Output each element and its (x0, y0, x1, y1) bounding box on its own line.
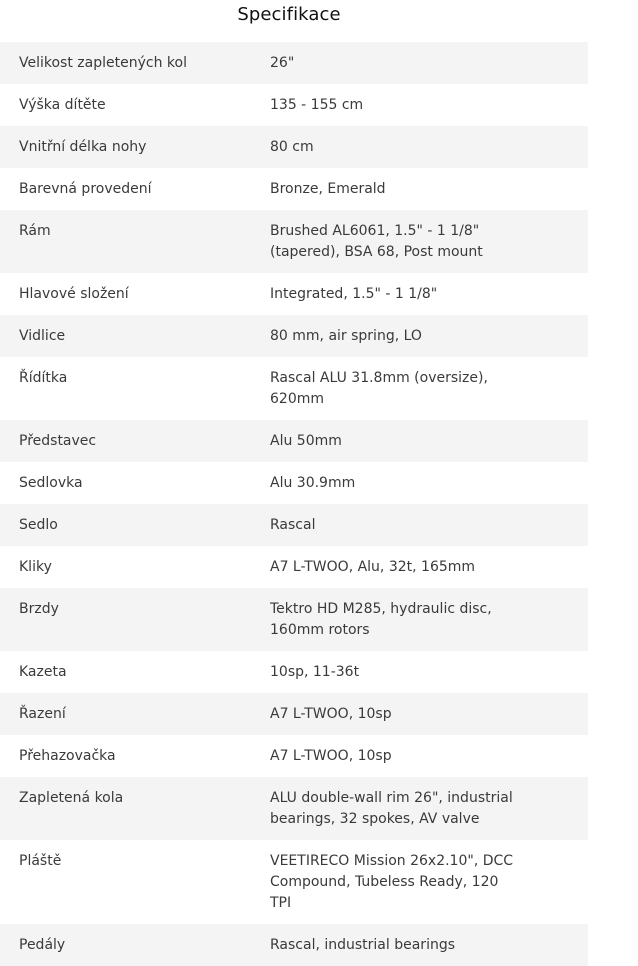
spec-row (0, 168, 588, 210)
spec-value: Alu 50mm (270, 433, 342, 449)
spec-value: Rascal (270, 517, 316, 533)
spec-row (0, 420, 588, 462)
spec-value: Rascal, industrial bearings (270, 937, 456, 953)
spec-label: Pedály (19, 937, 66, 953)
spec-value: 135 - 155 cm (270, 97, 364, 113)
spec-row (0, 735, 588, 777)
spec-row (0, 693, 588, 735)
spec-row (0, 504, 588, 546)
spec-value: Alu 30.9mm (270, 475, 356, 491)
spec-label: Hlavové složení (19, 286, 129, 302)
spec-row (0, 42, 588, 84)
spec-row (0, 588, 588, 651)
spec-label: Pláště (19, 853, 62, 869)
spec-label: Brzdy (19, 601, 59, 617)
spec-row (0, 462, 588, 504)
spec-label: Velikost zapletených kol (19, 55, 187, 71)
spec-value: 10sp, 11-36t (270, 664, 360, 680)
spec-row (0, 357, 588, 420)
spec-row (0, 840, 588, 924)
spec-label: Výška dítěte (19, 97, 106, 113)
spec-value: 80 cm (270, 139, 314, 155)
spec-row (0, 777, 588, 840)
spec-value: 26" (270, 55, 295, 71)
spec-value: A7 L-TWOO, 10sp (270, 748, 392, 764)
spec-row (0, 546, 588, 588)
spec-value: Tektro HD M285, hydraulic disc, 160mm rotors (270, 601, 492, 638)
spec-row (0, 84, 588, 126)
spec-row (0, 210, 588, 273)
spec-title: Specifikace (237, 4, 341, 25)
spec-value: Brushed AL6061, 1.5" - 1 1/8" (tapered), BSA 68, Post mount (270, 223, 483, 260)
spec-row (0, 651, 588, 693)
spec-value: ALU double-wall rim 26", industrial bearings, 32 spokes, AV valve (270, 790, 513, 827)
spec-label: Barevná provedení (19, 181, 152, 197)
spec-label: Vnitřní délka nohy (19, 139, 147, 155)
spec-label: Představec (19, 433, 97, 449)
spec-value: A7 L-TWOO, Alu, 32t, 165mm (270, 559, 476, 575)
spec-label: Řídítka (19, 370, 68, 386)
spec-label: Kliky (19, 559, 52, 575)
spec-value: 80 mm, air spring, LO (270, 328, 422, 344)
spec-value: A7 L-TWOO, 10sp (270, 706, 392, 722)
spec-label: Rám (19, 223, 51, 239)
spec-row (0, 315, 588, 357)
spec-label: Řazení (19, 706, 66, 722)
spec-label: Sedlovka (19, 475, 83, 491)
spec-row (0, 126, 588, 168)
spec-value: Bronze, Emerald (270, 181, 386, 197)
spec-value: Rascal ALU 31.8mm (oversize), 620mm (270, 370, 488, 407)
spec-label: Vidlice (19, 328, 66, 344)
spec-value: VEETIRECO Mission 26x2.10", DCC Compound, Tubeless Ready, 120 TPI (270, 853, 514, 911)
spec-value: Integrated, 1.5" - 1 1/8" (270, 286, 438, 302)
spec-label: Kazeta (19, 664, 67, 680)
spec-label: Zapletená kola (19, 790, 124, 806)
spec-row (0, 924, 588, 966)
spec-label: Přehazovačka (19, 748, 116, 764)
spec-row (0, 273, 588, 315)
spec-label: Sedlo (19, 517, 58, 533)
spec-table (0, 42, 588, 966)
